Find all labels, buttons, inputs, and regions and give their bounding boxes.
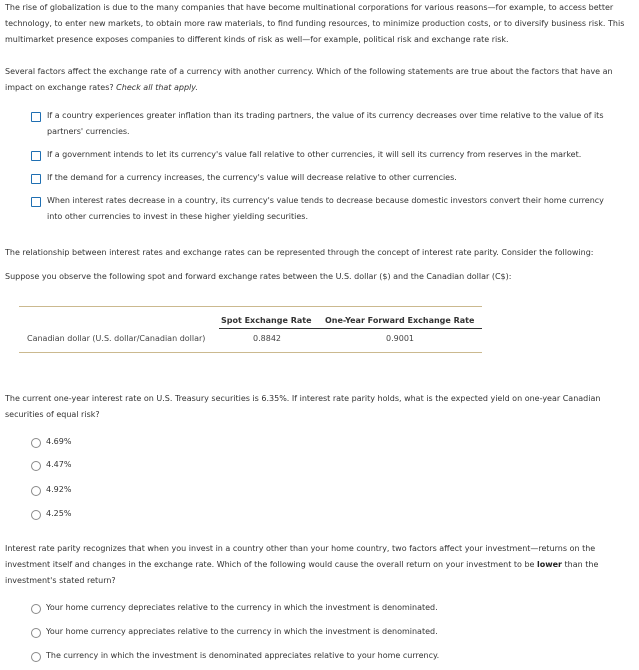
radio-button[interactable] [31,628,41,638]
q2-option-1[interactable] [31,438,71,450]
radio-button[interactable] [31,486,41,496]
q2-option-2[interactable] [31,461,71,473]
parity-suppose: Suppose you observe the following spot and forward exchange rates between the U.S. dollar ($) and the Canadian dollar (C$): [5,272,512,281]
checkbox[interactable] [31,151,41,161]
table-header-forward: One-Year Forward Exchange Rate [325,316,475,325]
q2-prompt: The current one-year interest rate on U.S. Treasury securities is 6.35%. If interest rate parity holds, what is the expected yield on one-year Canadian securities of equal risk? [5,394,601,419]
q2-option-1-label: 4.69% [46,437,72,446]
radio-button[interactable] [31,461,41,471]
table-bottom-rule [19,352,482,353]
q3-option-2[interactable] [31,628,438,640]
checkbox[interactable] [31,112,41,122]
q1-option-2-label: If a government intends to let its currency's value fall relative to other currencies, it will sell its currency from reserves in the market. [47,150,582,159]
q3-prompt-b: than the investment's stated return? [5,560,599,585]
q2-option-3-label: 4.92% [46,485,72,494]
q2-option-3[interactable] [31,486,71,498]
table-header-spot: Spot Exchange Rate [221,316,312,325]
q3-prompt [5,541,635,589]
table-header-rule [219,328,482,329]
checkbox[interactable] [31,197,41,207]
q1-option-4-label: When interest rates decrease in a country, its currency's value tends to decrease because domestic investors convert their home currency into other currencies to invest in these higher yielding securities. [47,196,604,221]
table-cell-currency: Canadian dollar (U.S. dollar/Canadian dollar) [27,334,206,343]
q1-instruction: Check all that apply. [116,83,198,92]
q1-prompt-text: Several factors affect the exchange rate of a currency with another currency. Which of the following statements are true about the factors that have an impact on exchange rates? [5,67,613,92]
table-cell-spot: 0.8842 [253,334,281,343]
q3-option-1[interactable] [31,604,438,616]
q1-option-1[interactable] [31,112,606,140]
radio-button[interactable] [31,604,41,614]
q3-prompt-emphasis: lower [537,560,562,569]
q2-option-4-label: 4.25% [46,509,72,518]
q3-option-3-label: The currency in which the investment is denominated appreciates relative to your home currency. [46,651,440,660]
q3-option-2-label: Your home currency appreciates relative to the currency in which the investment is denominated. [46,627,438,636]
radio-button[interactable] [31,510,41,520]
q2-option-4[interactable] [31,510,71,522]
q1-option-3[interactable] [31,174,606,186]
q1-prompt [5,64,635,96]
checkbox[interactable] [31,174,41,184]
q1-option-2[interactable] [31,151,606,163]
radio-button[interactable] [31,652,41,662]
q1-option-3-label: If the demand for a currency increases, the currency's value will decrease relative to other currencies. [47,173,457,182]
q3-option-3[interactable] [31,652,439,664]
q1-option-1-label: If a country experiences greater inflation than its trading partners, the value of its currency decreases over time relative to the value of its partners' currencies. [47,111,604,136]
q3-prompt-a: Interest rate parity recognizes that when you invest in a country other than your home country, two factors affect your investment—returns on the investment itself and changes in the exchange rate. Which of the following would cause the overall return on your investment to be [5,544,596,569]
table-cell-forward: 0.9001 [386,334,414,343]
parity-intro: The relationship between interest rates and exchange rates can be represented through the concept of interest rate parity. Consider the following: [5,248,594,257]
q3-option-1-label: Your home currency depreciates relative to the currency in which the investment is denominated. [46,603,438,612]
radio-button[interactable] [31,438,41,448]
q1-option-4[interactable] [31,197,606,225]
intro-paragraph: The rise of globalization is due to the many companies that have become multinational corporations for various reasons—for example, to access better technology, to enter new markets, to obtain more raw materials, to find funding resources, to minimize production costs, or to diversify business risk. This multimarket presence exposes companies to different kinds of risk as well—for example, political risk and exchange rate risk. [5,3,625,44]
q2-option-2-label: 4.47% [46,460,72,469]
table-top-rule [19,306,482,307]
